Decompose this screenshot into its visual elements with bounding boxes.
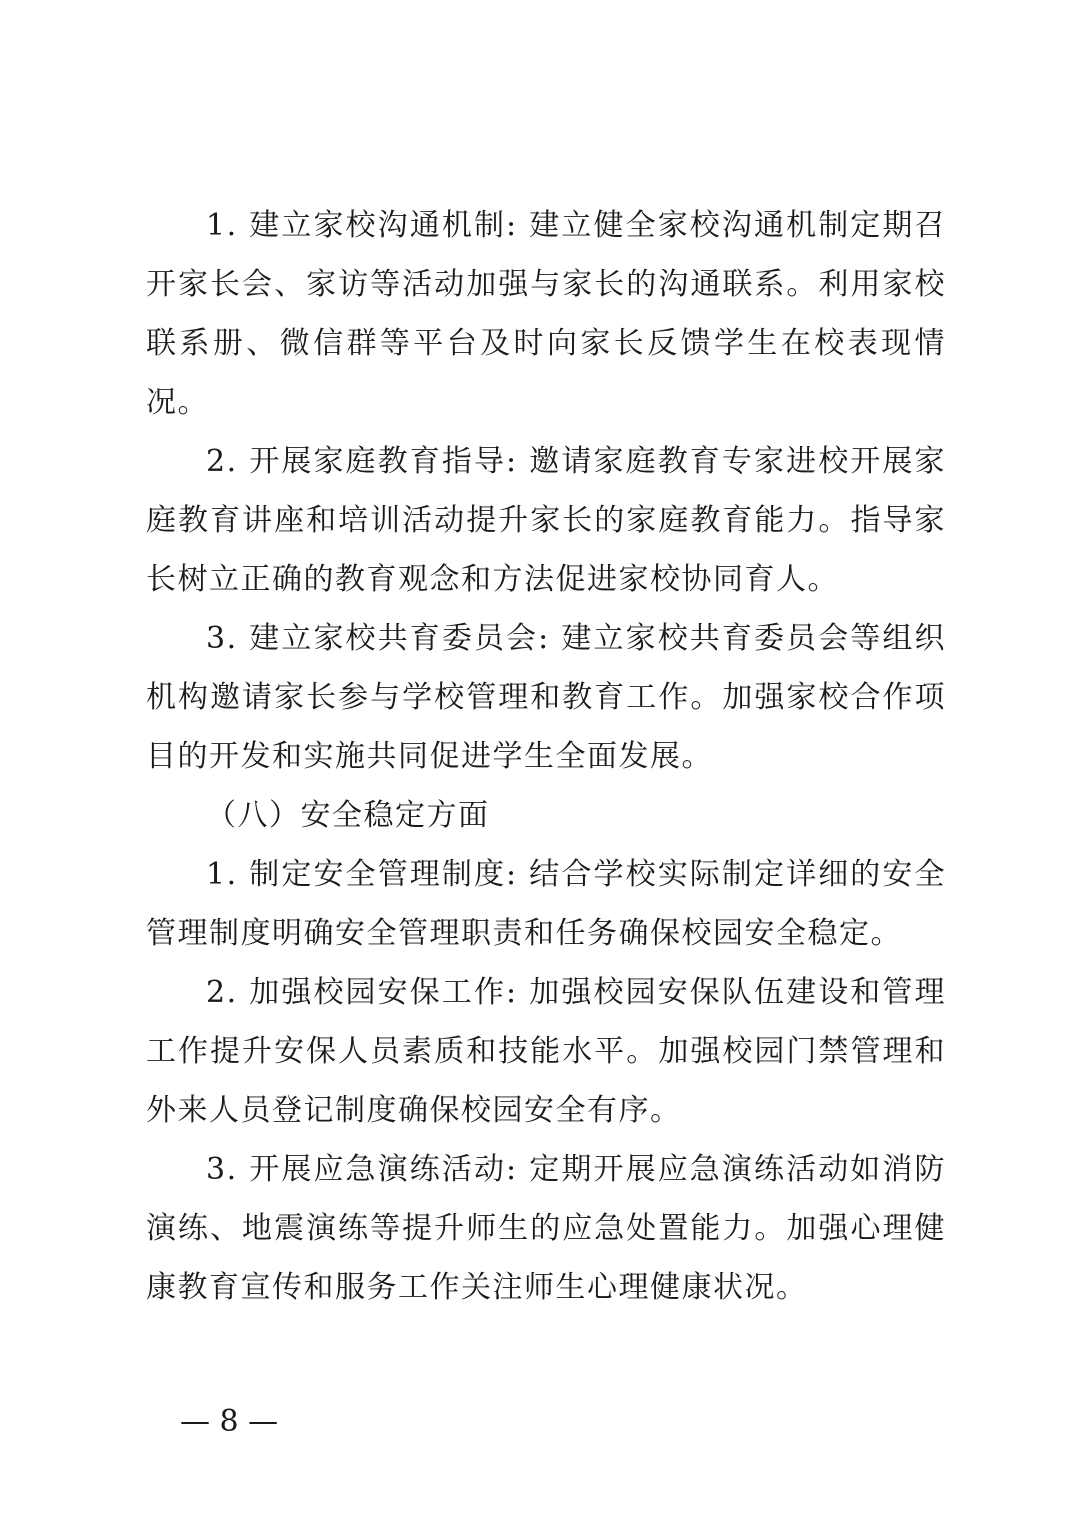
- paragraph-family-education-guidance: 2. 开展家庭教育指导: 邀请家庭教育专家进校开展家庭教育讲座和培训活动提升家长的家庭教育能力。指导家长树立正确的教育观念和方法促进家校协同育人。: [146, 444, 946, 597]
- document-body: [146, 196, 946, 1317]
- section-heading-safety: （八）安全稳定方面: [206, 798, 490, 833]
- paragraph-communication-mechanism: 1. 建立家校沟通机制: 建立健全家校沟通机制定期召开家长会、家访等活动加强与家长的沟通联系。利用家校联系册、微信群等平台及时向家长反馈学生在校表现情况。: [146, 208, 946, 420]
- paragraph-emergency-drills: 3. 开展应急演练活动: 定期开展应急演练活动如消防演练、地震演练等提升师生的应急处置能力。加强心理健康教育宣传和服务工作关注师生心理健康状况。: [146, 1152, 946, 1305]
- paragraph-campus-security: 2. 加强校园安保工作: 加强校园安保队伍建设和管理工作提升安保人员素质和技能水平。加强校园门禁管理和外来人员登记制度确保校园安全有序。: [146, 975, 946, 1128]
- paragraph-co-education-committee: 3. 建立家校共育委员会: 建立家校共育委员会等组织机构邀请家长参与学校管理和教育工作。加强家校合作项目的开发和实施共同促进学生全面发展。: [146, 621, 946, 774]
- page-number: — 8 —: [180, 1404, 279, 1439]
- paragraph-safety-management-system: 1. 制定安全管理制度: 结合学校实际制定详细的安全管理制度明确安全管理职责和任务确保校园安全稳定。: [146, 857, 946, 951]
